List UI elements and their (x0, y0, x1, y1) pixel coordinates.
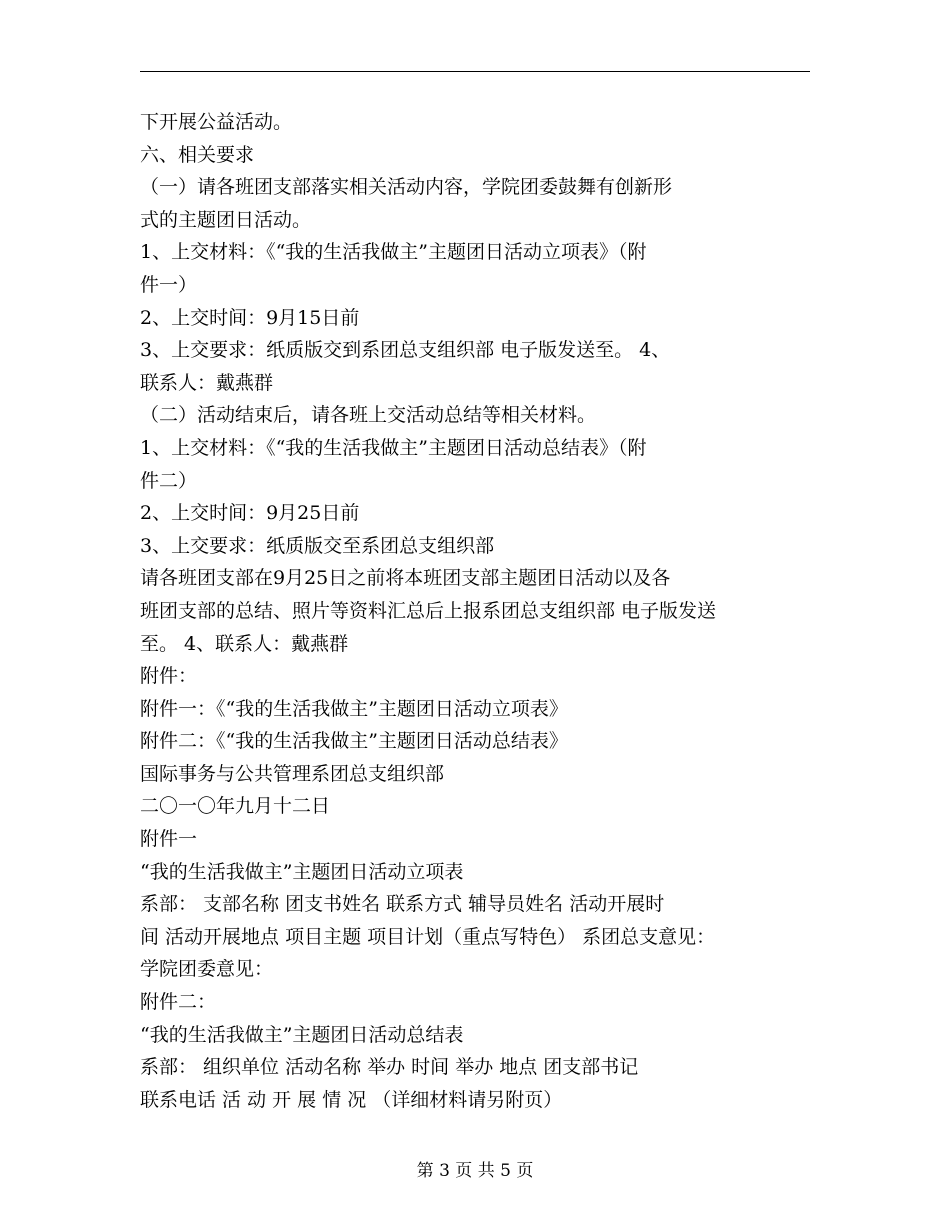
text-line: 件二） (140, 469, 198, 492)
text-line: 联系人：戴燕群 (140, 371, 274, 394)
page-number: 第 3 页 共 5 页 (416, 1161, 534, 1181)
text-line: 班团支部的总结、照片等资料汇总后上报系团总支组织部 电子版发送 (140, 599, 717, 622)
signature-org: 国际事务与公共管理系团总支组织部 (140, 762, 445, 785)
attachment-title: “我的生活我做主”主题团日活动立项表 (140, 860, 464, 883)
attachment-title: “我的生活我做主”主题团日活动总结表 (140, 1023, 464, 1046)
text-line: 3、上交要求：纸质版交至系团总支组织部 (140, 534, 495, 557)
text-line: 件一） (140, 273, 198, 296)
header-rule (140, 71, 810, 72)
attachment-label: 附件一 (140, 828, 198, 851)
text-line: 联系电话 活 动 开 展 情 况 （详细材料请另附页） (140, 1088, 563, 1111)
text-line: 下开展公益活动。 (140, 111, 293, 133)
text-line: 1、上交材料：《“我的生活我做主”主题团日活动立项表》（附 (140, 241, 647, 264)
text-line: 式的主题团日活动。 (140, 208, 312, 231)
text-line: 附件： (140, 665, 198, 688)
section-heading: 六、相关要求 (140, 143, 255, 166)
text-line: 系部： 支部名称 团支书姓名 联系方式 辅导员姓名 活动开展时 (140, 893, 665, 916)
text-line: 2、上交时间：9月25日前 (140, 502, 360, 525)
signature-date: 二〇一〇年九月十二日 (140, 795, 331, 818)
document-body (140, 106, 808, 1116)
text-line: （一）请各班团支部落实相关活动内容，学院团委鼓舞有创新形 (140, 176, 673, 199)
text-line: 间 活动开展地点 项目主题 项目计划（重点写特色） 系团总支意见： (140, 925, 716, 948)
text-line: （二）活动结束后，请各班上交活动总结等相关材料。 (140, 404, 597, 427)
text-line: 至。 4、联系人：戴燕群 (140, 632, 349, 655)
text-line: 1、上交材料：《“我的生活我做主”主题团日活动总结表》（附 (140, 436, 647, 459)
text-line: 2、上交时间：9月15日前 (140, 306, 360, 329)
text-line: 请各班团支部在9月25日之前将本班团支部主题团日活动以及各 (140, 567, 671, 590)
text-line: 学院团委意见： (140, 958, 274, 981)
text-line: 系部： 组织单位 活动名称 举办 时间 举办 地点 团支部书记 (140, 1056, 639, 1079)
text-line: 附件二：《“我的生活我做主”主题团日活动总结表》 (140, 730, 568, 753)
attachment-label: 附件二： (140, 991, 217, 1014)
text-line: 3、上交要求：纸质版交到系团总支组织部 电子版发送至。 4、 (140, 339, 671, 362)
text-line: 附件一：《“我的生活我做主”主题团日活动立项表》 (140, 697, 568, 720)
